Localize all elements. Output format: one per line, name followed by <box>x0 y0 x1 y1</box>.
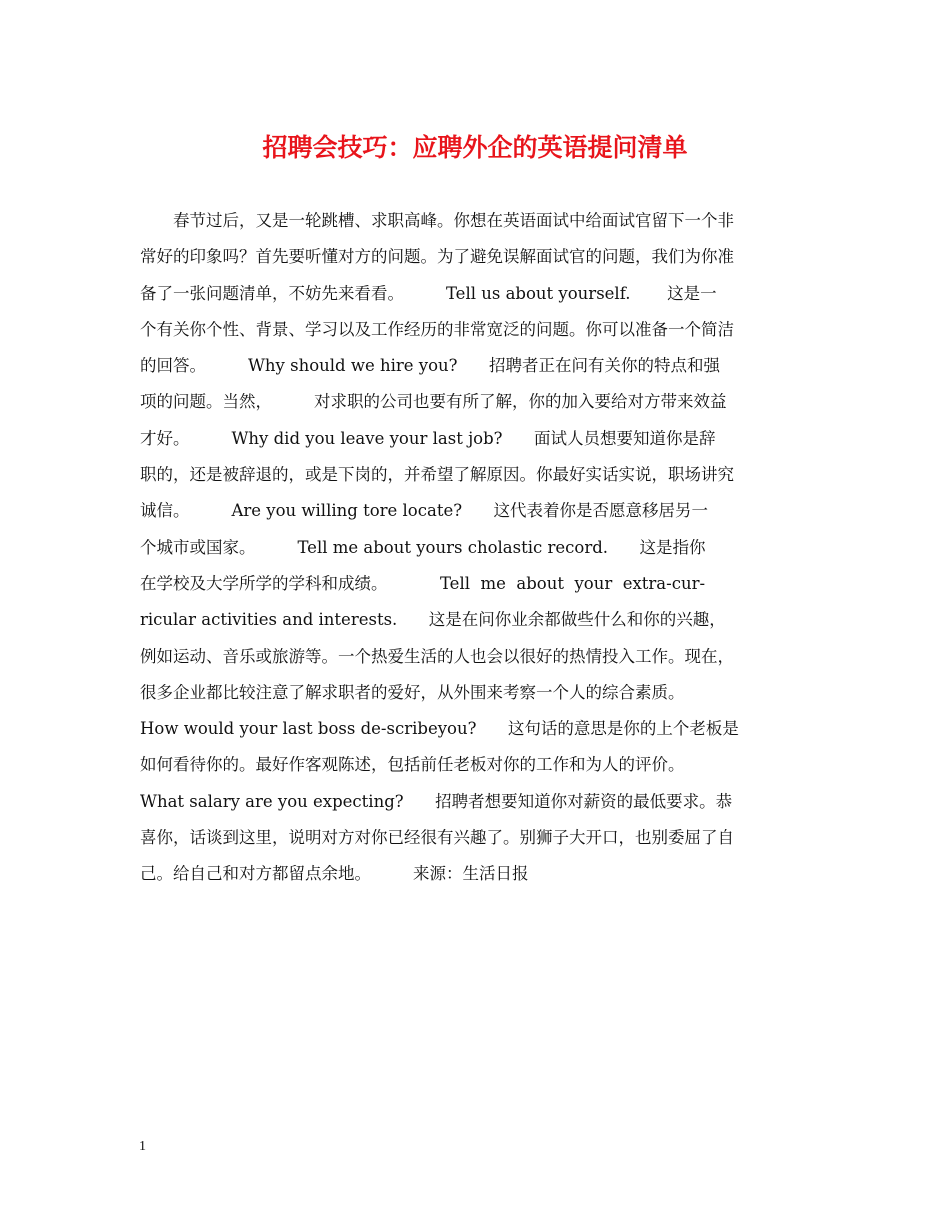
paragraph-line: ricular activities and interests. 这是在问你业余都做些什么和你的兴趣， <box>140 610 726 630</box>
paragraph-line: 春节过后，又是一轮跳槽、求职高峰。你想在英语面试中给面试官留下一个非 <box>140 211 734 230</box>
paragraph-line: 喜你，话谈到这里，说明对方对你已经很有兴趣了。别狮子大开口，也别委屈了自 <box>140 828 734 848</box>
paragraph-line: 诚信。 Are you willing tore locate? 这代表着你是否愿意移居另一 <box>140 501 709 521</box>
paragraph-line: 很多企业都比较注意了解求职者的爱好，从外围来考察一个人的综合素质。 <box>140 682 685 702</box>
paragraph-line: 常好的印象吗？首先要听懂对方的问题。为了避免误解面试官的问题，我们为你准 <box>140 247 734 267</box>
paragraph-line: 才好。 Why did you leave your last job? 面试人员想要知道你是辞 <box>140 428 716 448</box>
paragraph-line: 项的问题。当然， 对求职的公司也要有所了解，你的加入要给对方带来效益 <box>140 392 727 412</box>
paragraph-line: What salary are you expecting? 招聘者想要知道你对薪资的最低要求。恭 <box>140 791 733 811</box>
paragraph-line: 备了一张问题清单，不妨先来看看。 Tell us about yourself. 这是一 <box>140 283 717 303</box>
paragraph-line: 的回答。 Why should we hire you? 招聘者正在问有关你的特点和强 <box>140 356 720 376</box>
paragraph-line: 己。给自己和对方都留点余地。 来源：生活日报 <box>140 864 529 884</box>
paragraph-line: 职的，还是被辞退的，或是下岗的，并希望了解原因。你最好实话实说，职场讲究 <box>140 465 734 485</box>
paragraph-line: 在学校及大学所学的学科和成绩。 Tell me about your extra-cur- <box>140 573 706 593</box>
page-number: 1 <box>139 1139 146 1154</box>
article-body <box>140 203 830 893</box>
paragraph-line: 如何看待你的。最好作客观陈述，包括前任老板对你的工作和为人的评价。 <box>140 755 685 775</box>
paragraph-line: 个城市或国家。 Tell me about yours cholastic record. 这是指你 <box>140 537 706 557</box>
paragraph-line: 例如运动、音乐或旅游等。一个热爱生活的人也会以很好的热情投入工作。现在， <box>140 646 734 666</box>
page-title: 招聘会技巧：应聘外企的英语提问清单 <box>262 133 688 162</box>
paragraph-line: 个有关你个性、背景、学习以及工作经历的非常宽泛的问题。你可以准备一个简洁 <box>140 319 734 339</box>
paragraph-line: How would your last boss de-scribeyou? 这句话的意思是你的上个老板是 <box>140 719 739 739</box>
